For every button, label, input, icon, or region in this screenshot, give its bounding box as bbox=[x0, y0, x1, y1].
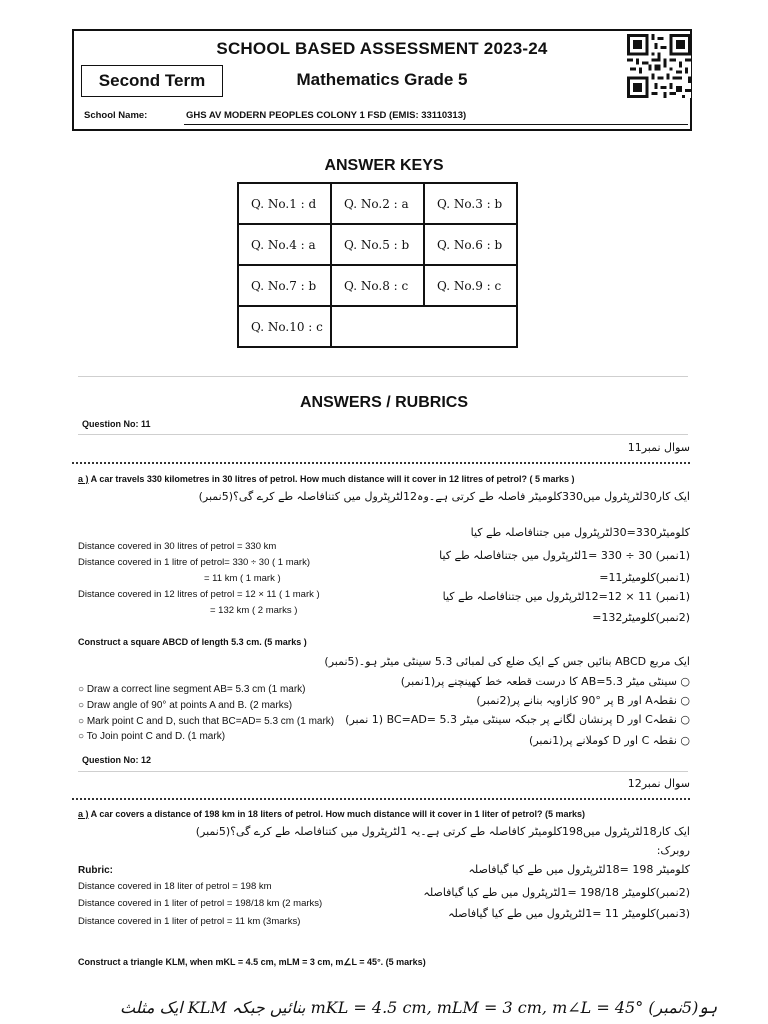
question-12b-text: Construct a triangle KLM, when mKL = 4.5 cm, mLM = 3 cm, m∠L = 45°. (5 marks) bbox=[78, 957, 426, 967]
document-title: SCHOOL BASED ASSESSMENT 2023-24 bbox=[216, 39, 548, 58]
school-name-underline bbox=[184, 124, 688, 125]
answer-key-cell: Q. No.1 : d bbox=[238, 183, 331, 224]
answer-line-urdu: (2نمبر)کلومیٹر 198/18 =1لٹرپٹرول میں طے کیا گیافاصلہ bbox=[423, 886, 690, 899]
rubric-label-urdu: روبرک: bbox=[656, 844, 690, 857]
answer-keys-title: ANSWER KEYS bbox=[324, 157, 444, 174]
question-label-12-urdu: سوال نمبر12 bbox=[627, 777, 690, 790]
answer-keys-table bbox=[237, 182, 518, 348]
answer-line-urdu: کلومیٹر 198 =18لٹرپٹرول میں طے کیا گیافاصلہ bbox=[468, 863, 690, 876]
answer-line-urdu: (1نمبر) 30 ÷ 330 =1لٹرپٹرول میں جتنافاصلہ طے کیا bbox=[439, 549, 690, 562]
answer-key-cell: Q. No.5 : b bbox=[331, 224, 424, 265]
question-divider bbox=[78, 434, 688, 435]
part-a-marker: a ) bbox=[78, 474, 89, 484]
rubric-bullet: ○ To Join point C and D. (1 mark) bbox=[78, 731, 226, 742]
answer-key-cell: Q. No.10 : c bbox=[238, 306, 331, 347]
answer-line: Distance covered in 1 litre of petrol= 330 ÷ 30 ( 1 mark) bbox=[78, 557, 311, 568]
question-11a-text bbox=[78, 474, 575, 484]
question-11a-body: A car travels 330 kilometres in 30 litres of petrol. How much distance will it cover in 12 litres of petrol? ( 5 marks ) bbox=[88, 474, 575, 484]
rubrics-title: ANSWERS / RUBRICS bbox=[299, 394, 468, 411]
rubric-bullet-urdu: ○ نقطہC اور D پرنشان لگانے پر جبکہ سینٹی میٹر BC=AD= 5.3 (1 نمبر) bbox=[345, 713, 690, 726]
question-label-12: Question No: 12 bbox=[82, 755, 152, 765]
rubric-bullet-urdu: ○ نقطہ C اور D کوملانے پر(1نمبر) bbox=[529, 734, 690, 747]
question-11a-urdu: ایک کار30لٹرپٹرول میں330کلومیٹر فاصلہ طے کرتی ہے۔وہ12لٹرپٹرول میں کتنافاصلہ طے کرے گی؟(5نمبر) bbox=[198, 490, 690, 503]
school-name-label: School Name: bbox=[84, 110, 148, 121]
part-a-marker: a ) bbox=[78, 809, 89, 819]
rubric-bullet: ○ Mark point C and D, such that BC=AD= 5.3 cm (1 mark) bbox=[78, 716, 335, 727]
answer-line-urdu: (1نمبر) 11 × 12=12لٹرپٹرول میں جتنافاصلہ طے کیا bbox=[442, 590, 690, 603]
school-name-value: GHS AV MODERN PEOPLES COLONY 1 FSD (EMIS: 33110313) bbox=[186, 110, 467, 121]
qr-code-icon bbox=[627, 34, 691, 98]
table-row bbox=[238, 183, 517, 224]
question-12a-body: A car covers a distance of 198 km in 18 liters of petrol. How much distance will it cover in 1 liter of petrol? (5 marks) bbox=[88, 809, 586, 819]
question-divider bbox=[78, 771, 688, 772]
table-row bbox=[238, 265, 517, 306]
rubric-bullet-urdu: ○ سینٹی میٹر AB=5.3 کا درست قطعہ خط کھینچنے پر(1نمبر) bbox=[400, 675, 690, 688]
question-12a-urdu: ایک کار18لٹرپٹرول میں198کلومیٹر کافاصلہ طے کرتی ہے۔یہ 1لٹرپٹرول میں کتنافاصلہ طے کرے گی؟(5نمبر) bbox=[195, 825, 690, 838]
answer-line: Distance covered in 30 litres of petrol = 330 km bbox=[78, 541, 277, 552]
header-box bbox=[72, 29, 692, 131]
rubric-bullet: ○ Draw a correct line segment AB= 5.3 cm (1 mark) bbox=[78, 684, 306, 695]
question-11b-text: Construct a square ABCD of length 5.3 cm. (5 marks ) bbox=[78, 637, 307, 647]
answer-line-urdu: کلومیٹر330=30لٹرپٹرول میں جتنافاصلہ طے کیا bbox=[470, 526, 690, 539]
rubric-label: Rubric: bbox=[78, 865, 113, 876]
answer-line: = 132 km ( 2 marks ) bbox=[210, 605, 298, 616]
answer-key-cell: Q. No.2 : a bbox=[331, 183, 424, 224]
answer-line: Distance covered in 12 litres of petrol = 12 × 11 ( 1 mark ) bbox=[78, 589, 320, 600]
rubric-bullet-urdu: ○ نقطہA اور B پر °90 کازاویہ بنانے پر(2نمبر) bbox=[476, 694, 690, 707]
term-badge: Second Term bbox=[81, 65, 223, 97]
answer-key-cell: Q. No.4 : a bbox=[238, 224, 331, 265]
answer-key-cell: Q. No.7 : b bbox=[238, 265, 331, 306]
table-row bbox=[238, 306, 517, 347]
rubric-bullet: ○ Draw angle of 90° at points A and B. (2 marks) bbox=[78, 700, 293, 711]
answer-key-cell-empty bbox=[331, 306, 517, 347]
document-subtitle: Mathematics Grade 5 bbox=[296, 70, 468, 89]
question-11b-urdu: ایک مربع ABCD بنائیں جس کے ایک ضلع کی لمبائی 5.3 سینٹی میٹر ہو۔(5نمبر) bbox=[324, 655, 690, 668]
answer-key-cell: Q. No.3 : b bbox=[424, 183, 517, 224]
question-12b-math: ایک مثلث KLM بنائیں جبکہ mKL = 4.5 cm, mLM = 3 cm, m∠L = 45° ہو(5نمبر) bbox=[120, 998, 718, 1017]
answer-line: Distance covered in 1 liter of petrol = 198/18 km (2 marks) bbox=[78, 898, 323, 909]
answer-line-urdu: (3نمبر)کلومیٹر 11 =1لٹرپٹرول میں طے کیا گیافاصلہ bbox=[448, 907, 690, 920]
dotted-divider bbox=[72, 462, 690, 464]
section-divider bbox=[78, 376, 688, 377]
answer-line: Distance covered in 18 liter of petrol = 198 km bbox=[78, 881, 272, 892]
question-12a-text bbox=[78, 809, 585, 819]
question-label-11: Question No: 11 bbox=[82, 419, 151, 429]
answer-key-cell: Q. No.8 : c bbox=[331, 265, 424, 306]
dotted-divider bbox=[72, 798, 690, 800]
answer-key-cell: Q. No.9 : c bbox=[424, 265, 517, 306]
answer-line-urdu: (1نمبر)کلومیٹر11= bbox=[599, 571, 690, 584]
answer-line: = 11 km ( 1 mark ) bbox=[204, 573, 281, 584]
answer-line-urdu: (2نمبر)کلومیٹر132= bbox=[592, 611, 690, 624]
answer-line: Distance covered in 1 liter of petrol = 11 km (3marks) bbox=[78, 916, 301, 927]
question-label-11-urdu: سوال نمبر11 bbox=[627, 441, 690, 454]
table-row bbox=[238, 224, 517, 265]
answer-key-cell: Q. No.6 : b bbox=[424, 224, 517, 265]
